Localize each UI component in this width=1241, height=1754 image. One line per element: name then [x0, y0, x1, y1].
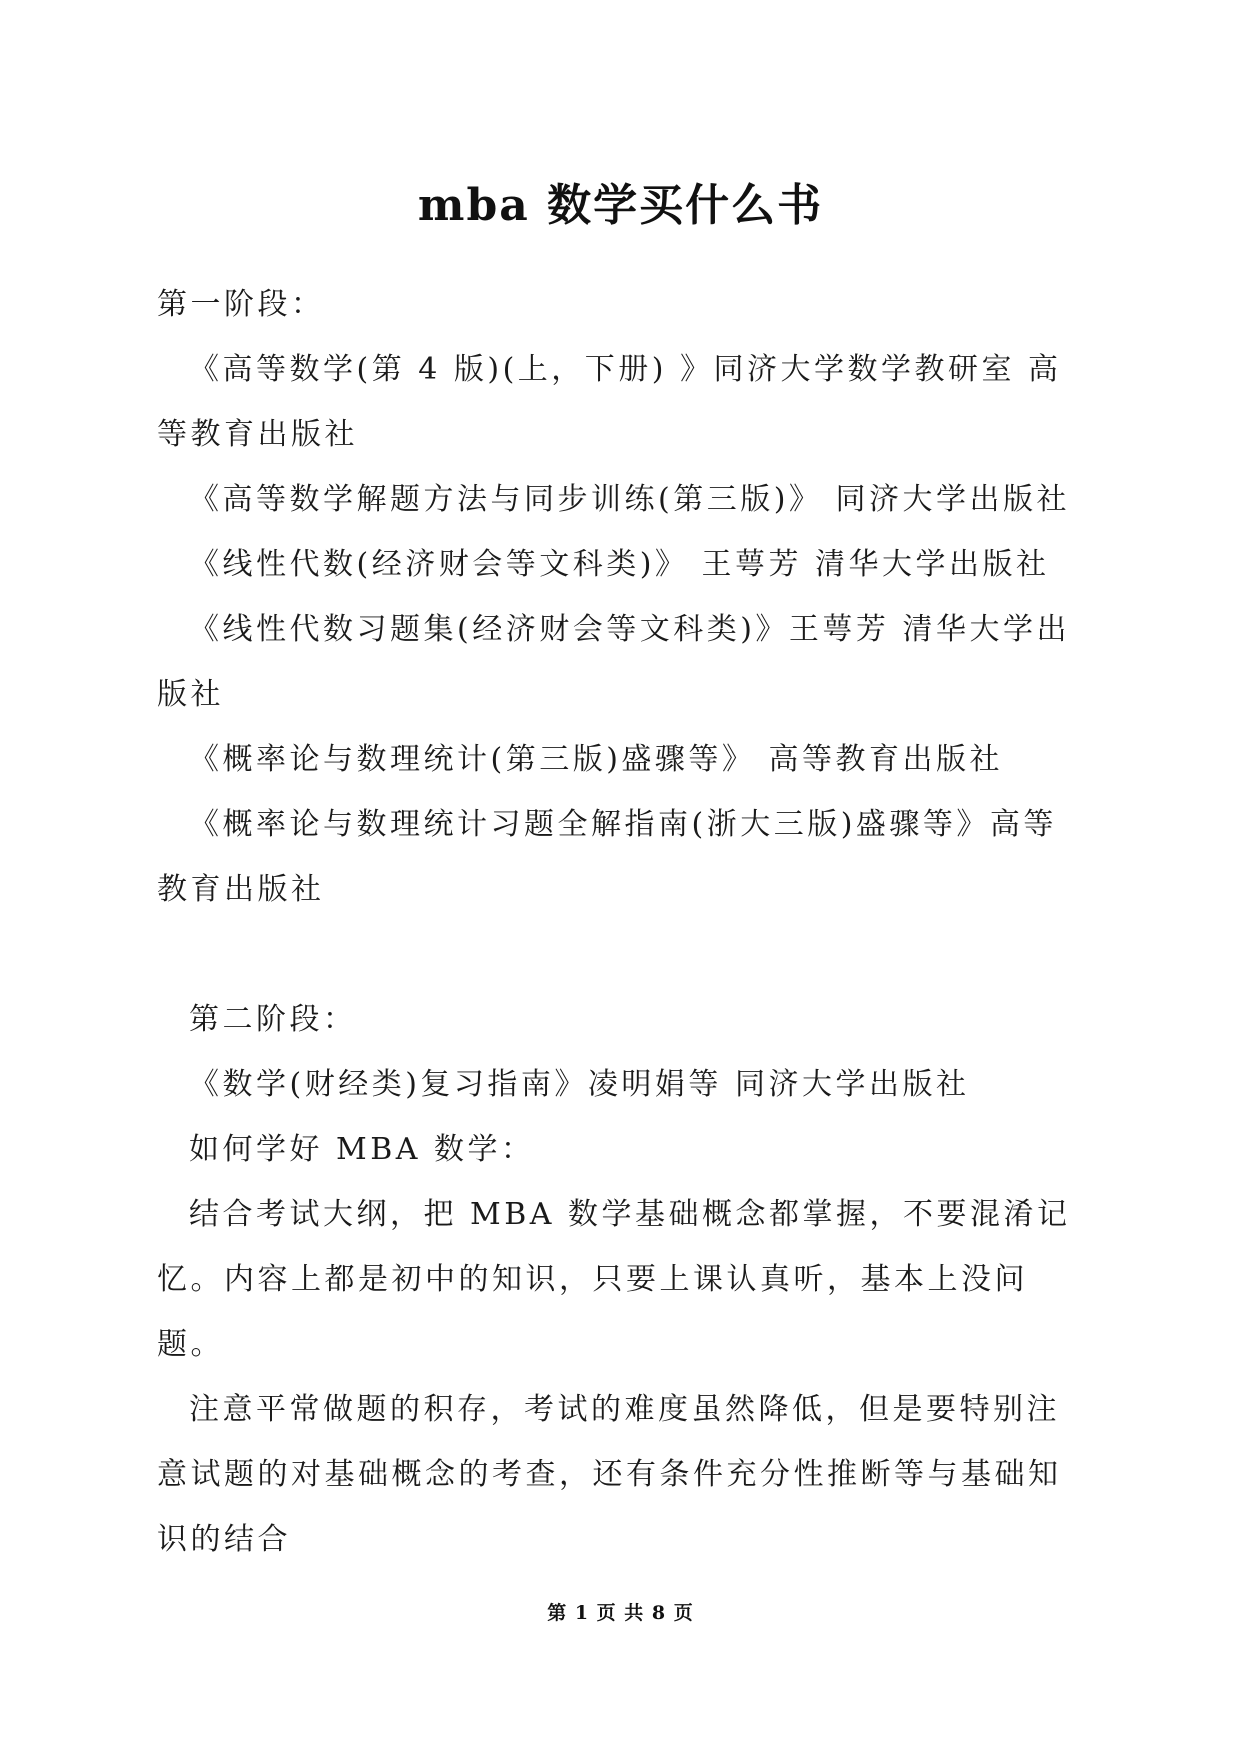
- book-item: 《线性代数习题集(经济财会等文科类)》王萼芳 清华大学出版社: [157, 612, 1070, 712]
- advice-paragraph: 结合考试大纲，把 MBA 数学基础概念都掌握，不要混淆记忆。内容上都是初中的知识，只要上课认真听，基本上没问题。: [157, 1197, 1071, 1362]
- book-item: 《高等数学(第 4 版)(上，下册) 》同济大学数学教研室 高等教育出版社: [157, 352, 1062, 452]
- section-spacer: [157, 922, 1087, 987]
- advice-paragraph: 注意平常做题的积存，考试的难度虽然降低，但是要特别注意试题的对基础概念的考查，还有条件充分性推断等与基础知识的结合: [157, 1392, 1062, 1557]
- book-item: 《概率论与数理统计(第三版)盛骤等》 高等教育出版社: [189, 742, 1003, 777]
- stage1-heading: 第一阶段：: [157, 287, 325, 322]
- page-footer: 第 1 页 共 8 页: [547, 1602, 694, 1624]
- book-item: 《数学(财经类)复习指南》凌明娟等 同济大学出版社: [189, 1067, 970, 1102]
- document-title: mba 数学买什么书: [417, 180, 824, 231]
- advice-heading: 如何学好 MBA 数学：: [189, 1132, 535, 1167]
- book-item: 《高等数学解题方法与同步训练(第三版)》 同济大学出版社: [189, 482, 1070, 517]
- document-body: [157, 272, 1087, 1572]
- stage2-heading: 第二阶段：: [189, 1002, 357, 1037]
- book-item: 《线性代数(经济财会等文科类)》 王萼芳 清华大学出版社: [189, 547, 1050, 582]
- book-item: 《概率论与数理统计习题全解指南(浙大三版)盛骤等》高等教育出版社: [157, 807, 1057, 907]
